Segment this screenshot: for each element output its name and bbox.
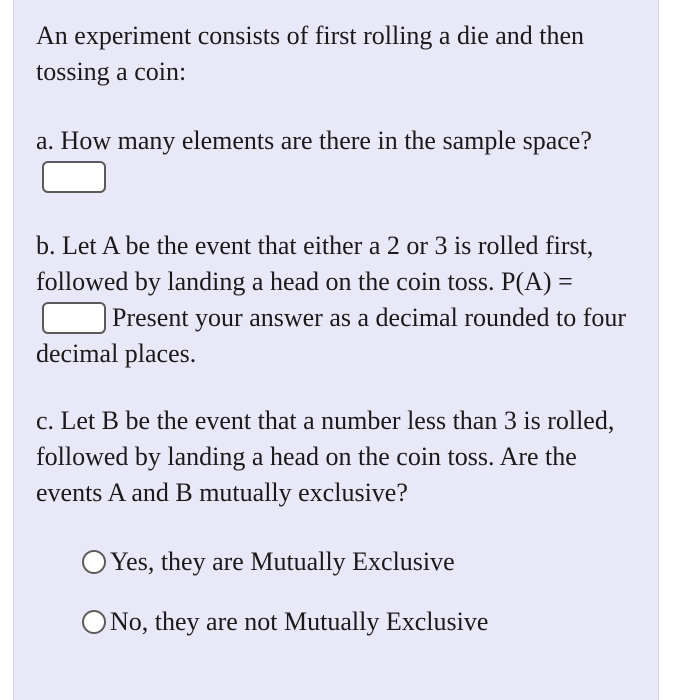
part-c-prompt: c. Let B be the event that a number less than 3 is rolled, followed by landing a head on the coin toss. Are the events A and B mutually exclusive? (36, 406, 615, 508)
part-b-answer-input[interactable] (42, 302, 106, 334)
option-no-label[interactable]: No, they are not Mutually Exclusive (110, 607, 489, 637)
question-content (36, 18, 646, 640)
part-a-answer-input[interactable] (42, 161, 106, 193)
option-no[interactable] (82, 604, 646, 640)
radio-yes[interactable] (82, 550, 106, 574)
radio-no[interactable] (82, 610, 106, 634)
part-a-prompt: a. How many elements are there in the sample space? (36, 126, 592, 155)
part-a (36, 123, 646, 195)
part-c-options (36, 544, 646, 640)
option-yes[interactable] (82, 544, 646, 580)
part-b-instruction: Present your answer as a decimal rounded to four decimal places. (36, 303, 627, 369)
part-b-prompt: b. Let A be the event that either a 2 or 3 is rolled first, followed by landing a head on the coin toss. (36, 231, 594, 297)
part-b (36, 228, 646, 372)
option-yes-label[interactable]: Yes, they are Mutually Exclusive (110, 547, 455, 577)
question-panel (13, 0, 659, 700)
question-intro: An experiment consists of first rolling a die and then tossing a coin: (36, 21, 585, 86)
part-b-label: P(A) = (501, 267, 573, 297)
